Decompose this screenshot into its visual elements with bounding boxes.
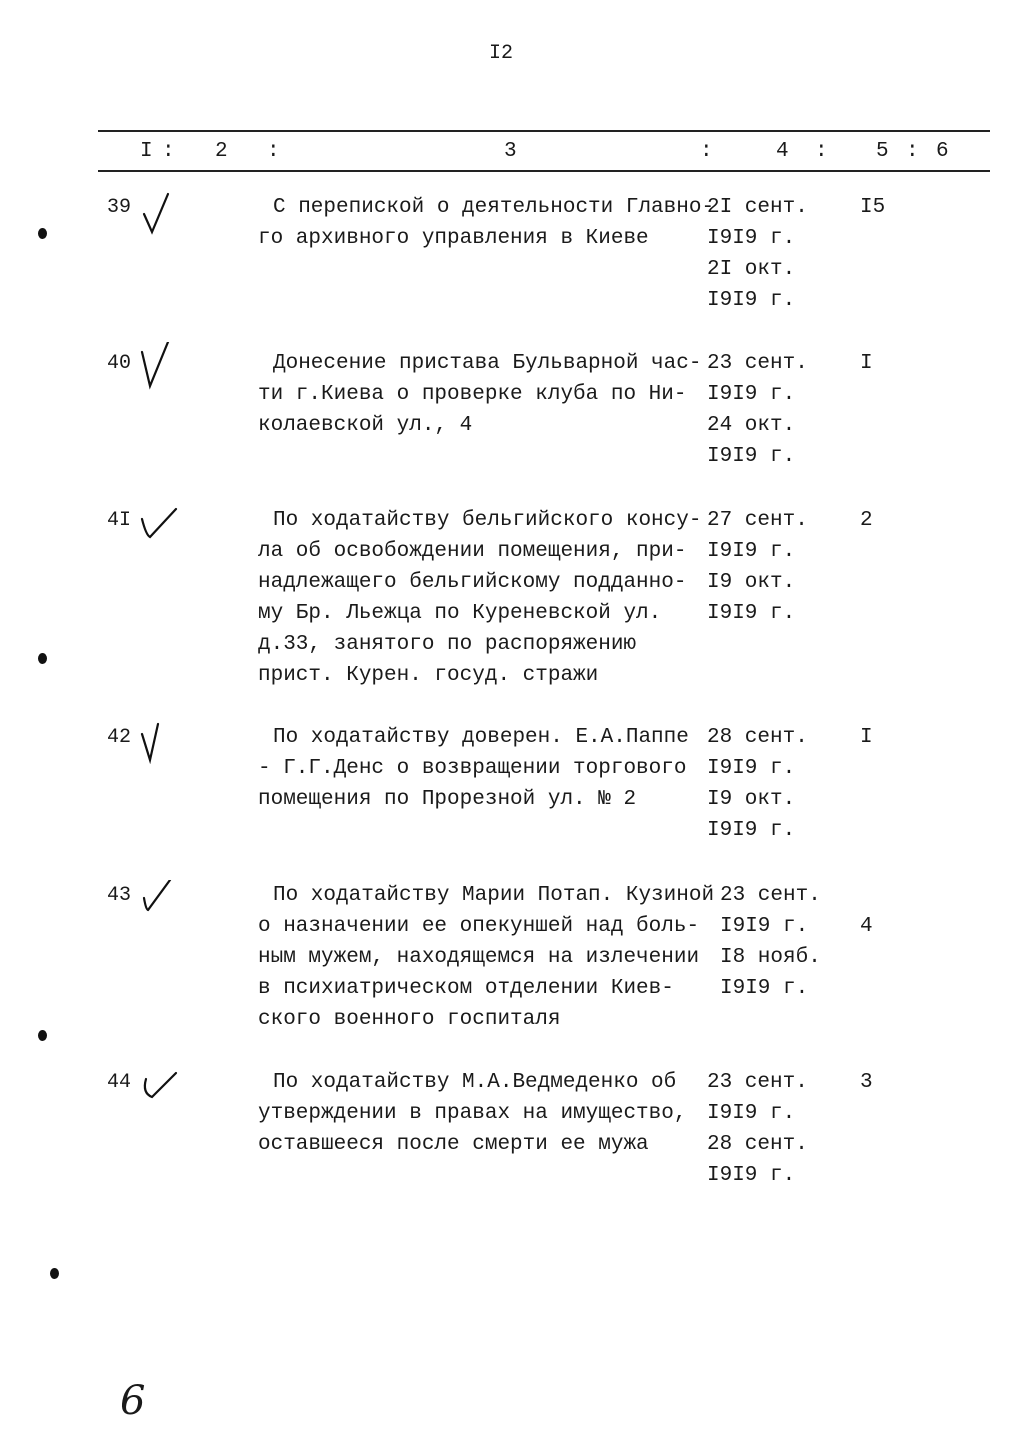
entry-number: 40: [107, 352, 132, 375]
entry-description: [258, 348, 701, 441]
date-line: I9I9 г.: [720, 977, 809, 1000]
entry-dates: [707, 192, 808, 316]
date-line: 23 сент.: [707, 1071, 808, 1094]
sheet-count: I5: [860, 196, 886, 219]
description-line: колаевской ул., 4: [258, 414, 473, 437]
sheet-count: 2: [860, 509, 873, 532]
date-line: I9 окт.: [707, 788, 796, 811]
handwritten-checkmark-icon: [140, 192, 180, 240]
description-line: - Г.Г.Денс о возвращении торгового: [258, 757, 687, 780]
description-line: По ходатайству М.А.Ведмеденко об: [273, 1071, 677, 1094]
column-header-1: I: [140, 140, 153, 163]
date-line: I9I9 г.: [720, 915, 809, 938]
description-line: помещения по Прорезной ул. № 2: [258, 788, 637, 811]
entry-dates: [707, 348, 808, 472]
entry-dates: [720, 880, 821, 1004]
entry-description: [258, 1067, 686, 1160]
date-line: I9I9 г.: [707, 540, 796, 563]
date-line: I9I9 г.: [707, 1164, 796, 1187]
description-line: Донесение пристава Бульварной час-: [273, 352, 702, 375]
column-separator: :: [162, 140, 175, 163]
date-line: I9 окт.: [707, 571, 796, 594]
description-line: ти г.Киева о проверке клуба по Ни-: [258, 383, 687, 406]
entry-description: [258, 880, 714, 1035]
column-separator: :: [906, 140, 919, 163]
column-header-4: 4: [776, 140, 789, 163]
entry-dates: [707, 1067, 808, 1191]
date-line: 28 сент.: [707, 1133, 808, 1156]
column-header-2: 2: [215, 140, 228, 163]
date-line: I9I9 г.: [707, 445, 796, 468]
entry-dates: [707, 505, 808, 629]
description-line: По ходатайству Марии Потап. Кузиной: [273, 884, 715, 907]
entry-description: [258, 722, 689, 815]
handwritten-checkmark-icon: [140, 716, 180, 764]
handwritten-checkmark-icon: [140, 342, 180, 390]
column-separator: :: [815, 140, 828, 163]
entry-number: 44: [107, 1071, 132, 1094]
entry-number: 39: [107, 196, 132, 219]
description-line: оставшееся после смерти ее мужа: [258, 1133, 649, 1156]
page-number: I2: [489, 42, 514, 65]
description-line: в психиатрическом отделении Киев-: [258, 977, 674, 1000]
description-line: ным мужем, находящемся на излечении: [258, 946, 700, 969]
description-line: му Бр. Льежца по Куреневской ул.: [258, 602, 662, 625]
description-line: о назначении ее опекуншей над боль-: [258, 915, 700, 938]
handwritten-checkmark-icon: [140, 880, 180, 928]
date-line: I9I9 г.: [707, 383, 796, 406]
entry-description: [258, 192, 714, 254]
date-line: 28 сент.: [707, 726, 808, 749]
date-line: I8 нояб.: [720, 946, 821, 969]
date-line: 27 сент.: [707, 509, 808, 532]
description-line: ского военного госпиталя: [258, 1008, 561, 1031]
column-header-3: 3: [504, 140, 517, 163]
description-line: го архивного управления в Киеве: [258, 227, 649, 250]
header-bottom-rule: [98, 170, 990, 172]
description-line: прист. Курен. госуд. стражи: [258, 664, 599, 687]
column-header-6: 6: [936, 140, 949, 163]
date-line: I9I9 г.: [707, 227, 796, 250]
description-line: ла об освобождении помещения, при-: [258, 540, 687, 563]
column-separator: :: [267, 140, 280, 163]
entry-dates: [707, 722, 808, 846]
description-line: По ходатайству бельгийского консу-: [273, 509, 702, 532]
date-line: 2I окт.: [707, 258, 796, 281]
sheet-count: 4: [860, 915, 873, 938]
binder-hole: [50, 1268, 59, 1279]
date-line: I9I9 г.: [707, 1102, 796, 1125]
date-line: 2I сент.: [707, 196, 808, 219]
binder-hole: [38, 1030, 47, 1041]
description-line: По ходатайству доверен. Е.А.Паппе: [273, 726, 689, 749]
header-top-rule: [98, 130, 990, 132]
handwritten-checkmark-icon: [140, 505, 180, 553]
handwritten-checkmark-icon: [140, 1067, 180, 1115]
date-line: I9I9 г.: [707, 819, 796, 842]
date-line: I9I9 г.: [707, 757, 796, 780]
date-line: 23 сент.: [720, 884, 821, 907]
handwritten-sheet-number: 6: [120, 1378, 146, 1424]
entry-number: 4I: [107, 509, 132, 532]
description-line: д.33, занятого по распоряжению: [258, 633, 637, 656]
sheet-count: I: [860, 726, 873, 749]
date-line: 24 окт.: [707, 414, 796, 437]
description-line: надлежащего бельгийскому подданно-: [258, 571, 687, 594]
date-line: 23 сент.: [707, 352, 808, 375]
binder-hole: [38, 228, 47, 239]
sheet-count: 3: [860, 1071, 873, 1094]
date-line: I9I9 г.: [707, 602, 796, 625]
column-header-5: 5: [876, 140, 889, 163]
date-line: I9I9 г.: [707, 289, 796, 312]
description-line: С перепиской о деятельности Главно-: [273, 196, 715, 219]
entry-number: 43: [107, 884, 132, 907]
binder-hole: [38, 653, 47, 664]
entry-number: 42: [107, 726, 132, 749]
description-line: утверждении в правах на имущество,: [258, 1102, 687, 1125]
column-separator: :: [700, 140, 713, 163]
entry-description: [258, 505, 701, 691]
sheet-count: I: [860, 352, 873, 375]
